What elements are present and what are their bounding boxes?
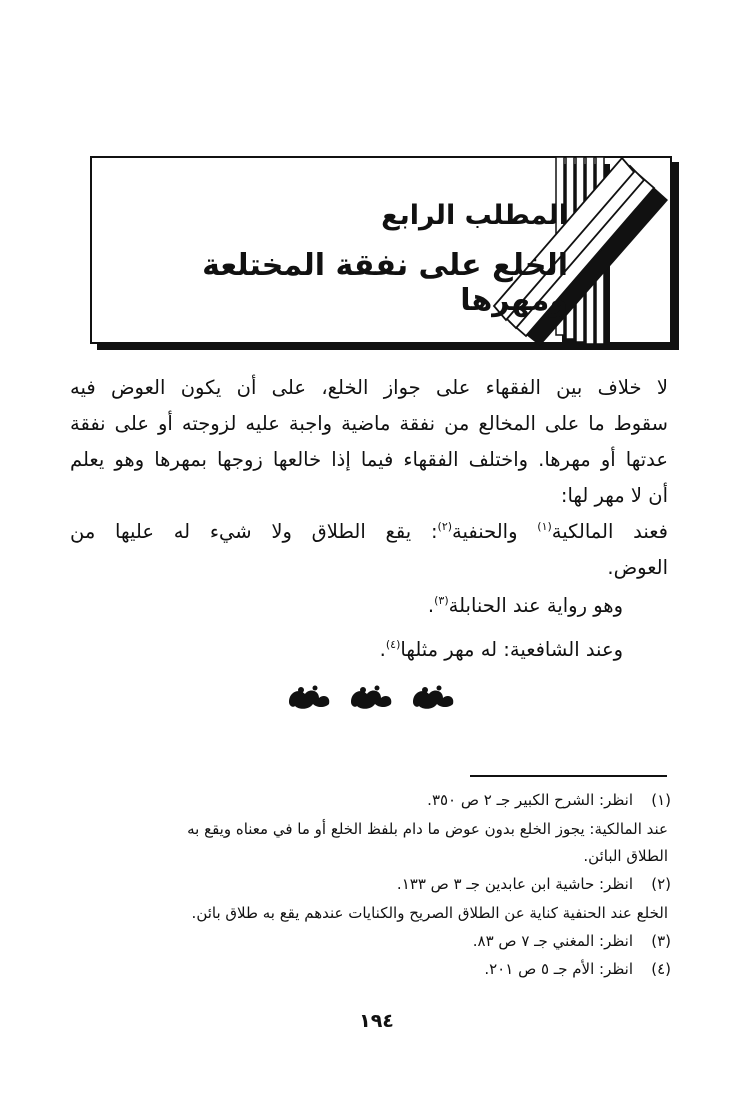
body-paragraph-4: [70, 638, 623, 661]
body-line-2: سقوط ما على المخالع من نفقة ماضية واجبة عليه لزوجته أو على نفقة: [70, 412, 668, 435]
footnote-4-line-1: انظر: الأم جـ ٥ ص ٢٠١.: [484, 960, 633, 978]
body-paragraph-2-line-2: العوض.: [607, 556, 668, 579]
footnote-ref-4[interactable]: (٤): [385, 638, 401, 651]
footnote-1-line-1: انظر: الشرح الكبير جـ ٢ ص ٣٥٠.: [427, 791, 633, 809]
footnote-2-line-1: انظر: حاشية ابن عابدين جـ ٣ ص ١٣٣.: [396, 875, 633, 893]
footnote-number-2: (٢): [651, 875, 671, 893]
para3-text: وهو رواية عند الحنابلة: [448, 594, 623, 617]
para2-part-c: : يقع الطلاق ولا شيء له عليها من: [70, 520, 438, 543]
page-number: ١٩٤: [359, 1010, 394, 1032]
body-paragraph-2: [70, 520, 668, 543]
footnote-divider: [470, 775, 667, 777]
para4-end: .: [379, 638, 386, 661]
body-line-4: أن لا مهر لها:: [560, 484, 668, 507]
footnote-number-1: (١): [651, 791, 671, 809]
footnote-ref-1[interactable]: (١): [537, 520, 552, 533]
section-title: الخلع على نفقة المختلعة ومهرها: [202, 248, 568, 318]
footnote-ref-2[interactable]: (٢): [437, 520, 453, 533]
para2-part-a: فعند المالكية: [551, 520, 669, 543]
para2-part-b: والحنفية: [452, 520, 538, 543]
footnote-ref-3[interactable]: (٣): [434, 594, 449, 607]
para4-text: وعند الشافعية: له مهر مثلها: [400, 638, 623, 661]
footnote-number-4: (٤): [651, 960, 671, 978]
footnote-2-line-2: الخلع عند الحنفية كناية عن الطلاق الصريح والكنايات عندهم يقع به طلاق بائن.: [191, 904, 668, 922]
floral-divider-icon: [285, 682, 455, 712]
section-subtitle: المطلب الرابع: [381, 200, 568, 231]
body-paragraph-3: [70, 594, 623, 617]
footnote-1-line-2: عند المالكية: يجوز الخلع بدون عوض ما دام بلفظ الخلع أو ما في معناه ويقع به: [187, 820, 668, 838]
footnote-number-3: (٣): [651, 932, 671, 950]
body-line-1: لا خلاف بين الفقهاء على جواز الخلع، على أن يكون العوض فيه: [70, 376, 668, 399]
para3-end: .: [427, 594, 435, 617]
footnote-3-line-1: انظر: المغني جـ ٧ ص ٨٣.: [472, 932, 633, 950]
body-line-3: عدتها أو مهرها. واختلف الفقهاء فيما إذا خالعها زوجها بمهرها وهو يعلم: [70, 448, 668, 471]
footnote-1-line-3: الطلاق البائن.: [583, 847, 668, 865]
